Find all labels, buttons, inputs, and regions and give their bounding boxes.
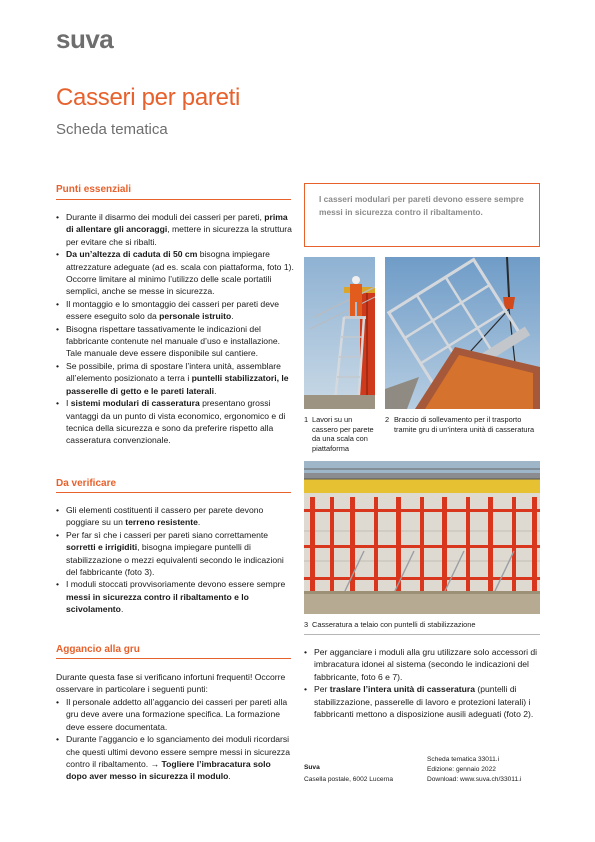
bullet-item: • Per far sì che i casseri per pareti siano correttamente sorretti e irrigiditi, bisogna impiegare puntelli di stabilizzazione o mezzi equivalenti secondo le indicazioni del fabbricante (foto 3). [56, 529, 294, 579]
footer-address: Casella postale, 6002 Lucerna [304, 776, 394, 783]
bullet-list-aggancio-right [304, 646, 540, 720]
photo-ladder-platform [304, 257, 375, 409]
bullet-item: • Per agganciare i moduli alla gru utilizzare solo accessori di imbracatura idonei al sistema (secondo le indicazioni del fabbricante, foto 6 e 7). [304, 646, 540, 683]
bullet-item: • Da un’altezza di caduta di 50 cm bisogna impiegare attrezzature adeguate (ad es. scala con piattaforma, foto 1). Occorre limitare al minimo l’utilizzo delle scale portatili semplici, anche se messe in sicurezza. [56, 248, 294, 298]
photo-frame-formwork [304, 461, 540, 614]
section-rule-aggancio [56, 658, 291, 659]
callout-text: I casseri modulari per pareti devono essere sempre messi in sicurezza contro il ribaltamento. [319, 194, 524, 217]
caption-2-number: 2 [385, 415, 390, 424]
page-subtitle: Scheda tematica [56, 121, 168, 138]
caption-1-text: Lavori su un cassero per parete da una scala con piattaforma [312, 415, 374, 453]
caption-2-text: Braccio di sollevamento per il trasporto tramite gru di un’intera unità di casseratura [394, 415, 535, 434]
bullet-item: • Durante il disarmo dei moduli dei casseri per pareti, prima di allentare gli ancoraggi, mettere in sicurezza la struttura per evitare che si ribalti. [56, 211, 294, 248]
caption-3-text: Casseratura a telaio con puntelli di stabilizzazione [312, 620, 476, 629]
bullet-item: • I sistemi modulari di casseratura presentano grossi vantaggi da un punto di vista economico, ergonomico e di tecnica della sicurezza e sono da preferire rispetto alla casseratura convenzionale. [56, 397, 294, 447]
footer-edition: Edizione: gennaio 2022 [427, 766, 496, 773]
bullet-list-aggancio [56, 696, 294, 783]
footer-org: Suva [304, 764, 320, 771]
bullet-item: • Gli elementi costituenti il cassero per parete devono poggiare su un terreno resistente. [56, 504, 294, 529]
page-title: Casseri per pareti [56, 84, 241, 111]
bullet-list-verificare [56, 504, 294, 616]
bullet-item: • Bisogna rispettare tassativamente le indicazioni del fabbricante contenute nel manuale d’uso e installazione. Tale manuale deve essere disponibile sul cantiere. [56, 323, 294, 360]
section-rule-verificare [56, 492, 291, 493]
bullet-item: • Se possibile, prima di spostare l’intera unità, assemblare all’elemento posizionato a terra i puntelli stabilizzatori, le passerelle di getto e le pareti laterali. [56, 360, 294, 397]
caption-divider [304, 634, 540, 635]
footer-download: Download: www.suva.ch/33011.i [427, 776, 522, 783]
section-title-aggancio: Aggancio alla gru [56, 644, 140, 655]
caption-1-number: 1 [304, 415, 309, 424]
caption-3-number: 3 [304, 620, 309, 629]
callout-box [304, 183, 540, 247]
section-title-punti: Punti essenziali [56, 184, 132, 195]
photo-lifting-arm [385, 257, 540, 409]
section-title-verificare: Da verificare [56, 478, 117, 489]
bullet-item: • I moduli stoccati provvisoriamente devono essere sempre messi in sicurezza contro il ribaltamento e lo scivolamento. [56, 578, 294, 615]
aggancio-intro: Durante questa fase si verificano infortuni frequenti! Occorre osservare in particolare i seguenti punti: [56, 672, 286, 695]
suva-logo: suva [56, 24, 114, 54]
bullet-item: • Il personale addetto all’aggancio dei casseri per pareti alla gru deve avere una formazione specifica. La formazione deve essere documentata. [56, 696, 294, 733]
bullet-item: • Per traslare l’intera unità di casseratura (puntelli di stabilizzazione, passerelle di lavoro e protezioni laterali) i fabbricanti mettono a disposizione ausili adeguati (foto 2). [304, 683, 540, 720]
footer-ref: Scheda tematica 33011.i [427, 756, 500, 763]
bullet-item: • Il montaggio e lo smontaggio dei casseri per pareti deve essere eseguito solo da personale istruito. [56, 298, 294, 323]
section-rule-punti [56, 199, 291, 200]
bullet-item: • Durante l’aggancio e lo sganciamento dei moduli ricordarsi che questi ultimi devono essere sempre messi in sicurezza contro il ribaltamento. → Togliere l’imbracatura solo dopo aver messo in sicurezza il modulo. [56, 733, 294, 783]
bullet-list-punti [56, 211, 294, 447]
